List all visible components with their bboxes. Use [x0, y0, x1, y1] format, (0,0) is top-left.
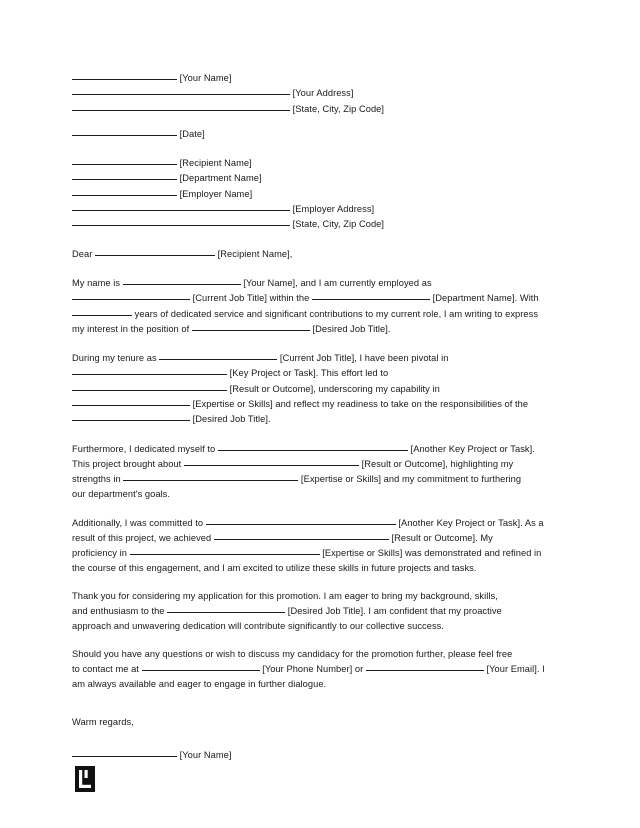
employer-city-label: [State, City, Zip Code] [292, 219, 385, 230]
paragraph-line: [Current Job Title] within the [Department Name]. With [72, 290, 570, 305]
fill-in-blank[interactable] [130, 545, 320, 555]
department-name-label: [Department Name] [179, 173, 262, 184]
signature-block [72, 747, 570, 762]
fill-in-blank[interactable] [123, 471, 298, 481]
paragraph-line: my interest in the position of [Desired Job Title]. [72, 321, 570, 336]
paragraph-line: My name is [Your Name], and I am currently employed as [72, 275, 570, 290]
sender-block [72, 70, 570, 116]
paragraph-line: [Result or Outcome], underscoring my capability in [72, 381, 570, 396]
spacer [72, 729, 570, 747]
fill-in-blank[interactable] [312, 290, 430, 300]
employer-name-line [72, 186, 570, 201]
employer-name-label: [Employer Name] [179, 188, 253, 199]
sender-city-line [72, 101, 570, 116]
signature-line [72, 747, 570, 762]
fill-in-blank[interactable] [72, 411, 190, 421]
salutation-recipient: [Recipient Name], [217, 248, 293, 259]
sender-name-line [72, 70, 570, 85]
paragraph-line: Thank you for considering my application for this promotion. I am eager to bring my background, skills, [72, 591, 498, 602]
department-name-line [72, 170, 570, 185]
signature-blank[interactable] [72, 747, 177, 757]
your-name-blank[interactable] [72, 70, 177, 80]
fill-in-blank[interactable] [366, 661, 484, 671]
paragraph-thanks [72, 589, 570, 633]
salutation-blank[interactable] [95, 246, 215, 256]
paragraph-line: [Desired Job Title]. [72, 411, 570, 426]
department-name-blank[interactable] [72, 170, 177, 180]
paragraph-intro [72, 275, 570, 336]
paragraph-line: our department's goals. [72, 488, 171, 499]
date-blank[interactable] [72, 126, 177, 136]
signature-name-label: [Your Name] [179, 750, 232, 761]
closing-block [72, 715, 570, 729]
your-address-blank[interactable] [72, 85, 290, 95]
paragraph-contact [72, 647, 570, 691]
recipient-name-blank[interactable] [72, 155, 177, 165]
fill-in-blank[interactable] [214, 530, 389, 540]
date-label: [Date] [179, 128, 205, 139]
fill-in-blank[interactable] [72, 290, 190, 300]
date-line [72, 126, 570, 141]
recipient-name-label: [Recipient Name] [179, 158, 252, 169]
employer-city-line [72, 216, 570, 231]
paragraph-line: Additionally, I was committed to [Another Key Project or Task]. As a [72, 515, 570, 530]
paragraph-tenure [72, 350, 570, 426]
fill-in-blank[interactable] [206, 515, 396, 525]
employer-address-blank[interactable] [72, 201, 290, 211]
paragraph-line: the course of this engagement, and I am excited to utilize these skills in future projects and tasks. [72, 562, 477, 573]
sender-address-line [72, 85, 570, 100]
paragraph-line: strengths in [Expertise or Skills] and my commitment to furthering [72, 471, 570, 486]
paragraph-additionally [72, 515, 570, 575]
fill-in-blank[interactable] [72, 396, 190, 406]
fill-in-blank[interactable] [72, 365, 227, 375]
legal-templates-logo-icon [75, 766, 95, 792]
your-city-label: [State, City, Zip Code] [292, 103, 385, 114]
your-name-label: [Your Name] [179, 73, 232, 83]
employer-name-blank[interactable] [72, 186, 177, 196]
paragraph-line: During my tenure as [Current Job Title], I have been pivotal in [72, 350, 570, 365]
employer-address-label: [Employer Address] [292, 204, 375, 215]
your-city-blank[interactable] [72, 101, 290, 111]
paragraph-line: years of dedicated service and significant contributions to my current role, I am writing to express [72, 306, 570, 321]
fill-in-blank[interactable] [159, 350, 277, 360]
paragraph-line: Furthermore, I dedicated myself to [Another Key Project or Task]. [72, 441, 570, 456]
paragraph-line: This project brought about [Result or Outcome], highlighting my [72, 456, 570, 471]
fill-in-blank[interactable] [72, 381, 227, 391]
salutation-line [72, 246, 570, 261]
spacer [72, 116, 570, 126]
paragraph-line: [Key Project or Task]. This effort led to [72, 365, 570, 380]
spacer [72, 261, 570, 275]
fill-in-blank[interactable] [218, 441, 408, 451]
recipient-block [72, 155, 570, 231]
paragraph-line: and enthusiasm to the [Desired Job Title]. I am confident that my proactive [72, 603, 570, 618]
fill-in-blank[interactable] [142, 661, 260, 671]
paragraph-line: result of this project, we achieved [Result or Outcome]. My [72, 530, 570, 545]
paragraph-line: am always available and eager to engage in further dialogue. [72, 678, 327, 689]
paragraph-line: [Expertise or Skills] and reflect my readiness to take on the responsibilities of the [72, 396, 570, 411]
date-block [72, 126, 570, 141]
your-address-label: [Your Address] [292, 88, 354, 99]
fill-in-blank[interactable] [184, 456, 359, 466]
spacer [72, 141, 570, 155]
paragraph-furthermore [72, 441, 570, 501]
salutation-greeting: Dear [72, 248, 93, 259]
employer-city-blank[interactable] [72, 216, 290, 226]
employer-address-line [72, 201, 570, 216]
fill-in-blank[interactable] [123, 275, 241, 285]
sign-off-line: Warm regards, [72, 716, 134, 727]
letter-body [72, 70, 570, 762]
paragraph-line: to contact me at [Your Phone Number] or [Your Email]. I [72, 661, 570, 676]
spacer [72, 705, 570, 715]
paragraph-line: Should you have any questions or wish to discuss my candidacy for the promotion further, please feel free [72, 648, 513, 659]
fill-in-blank[interactable] [192, 321, 310, 331]
paragraph-line: proficiency in [Expertise or Skills] was demonstrated and refined in [72, 545, 570, 560]
spacer [72, 232, 570, 246]
recipient-name-line [72, 155, 570, 170]
salutation [72, 246, 570, 261]
fill-in-blank[interactable] [72, 306, 132, 316]
paragraph-line: approach and unwavering dedication will contribute significantly to our collective success. [72, 620, 444, 631]
fill-in-blank[interactable] [167, 603, 285, 613]
paragraph-list [72, 275, 570, 691]
